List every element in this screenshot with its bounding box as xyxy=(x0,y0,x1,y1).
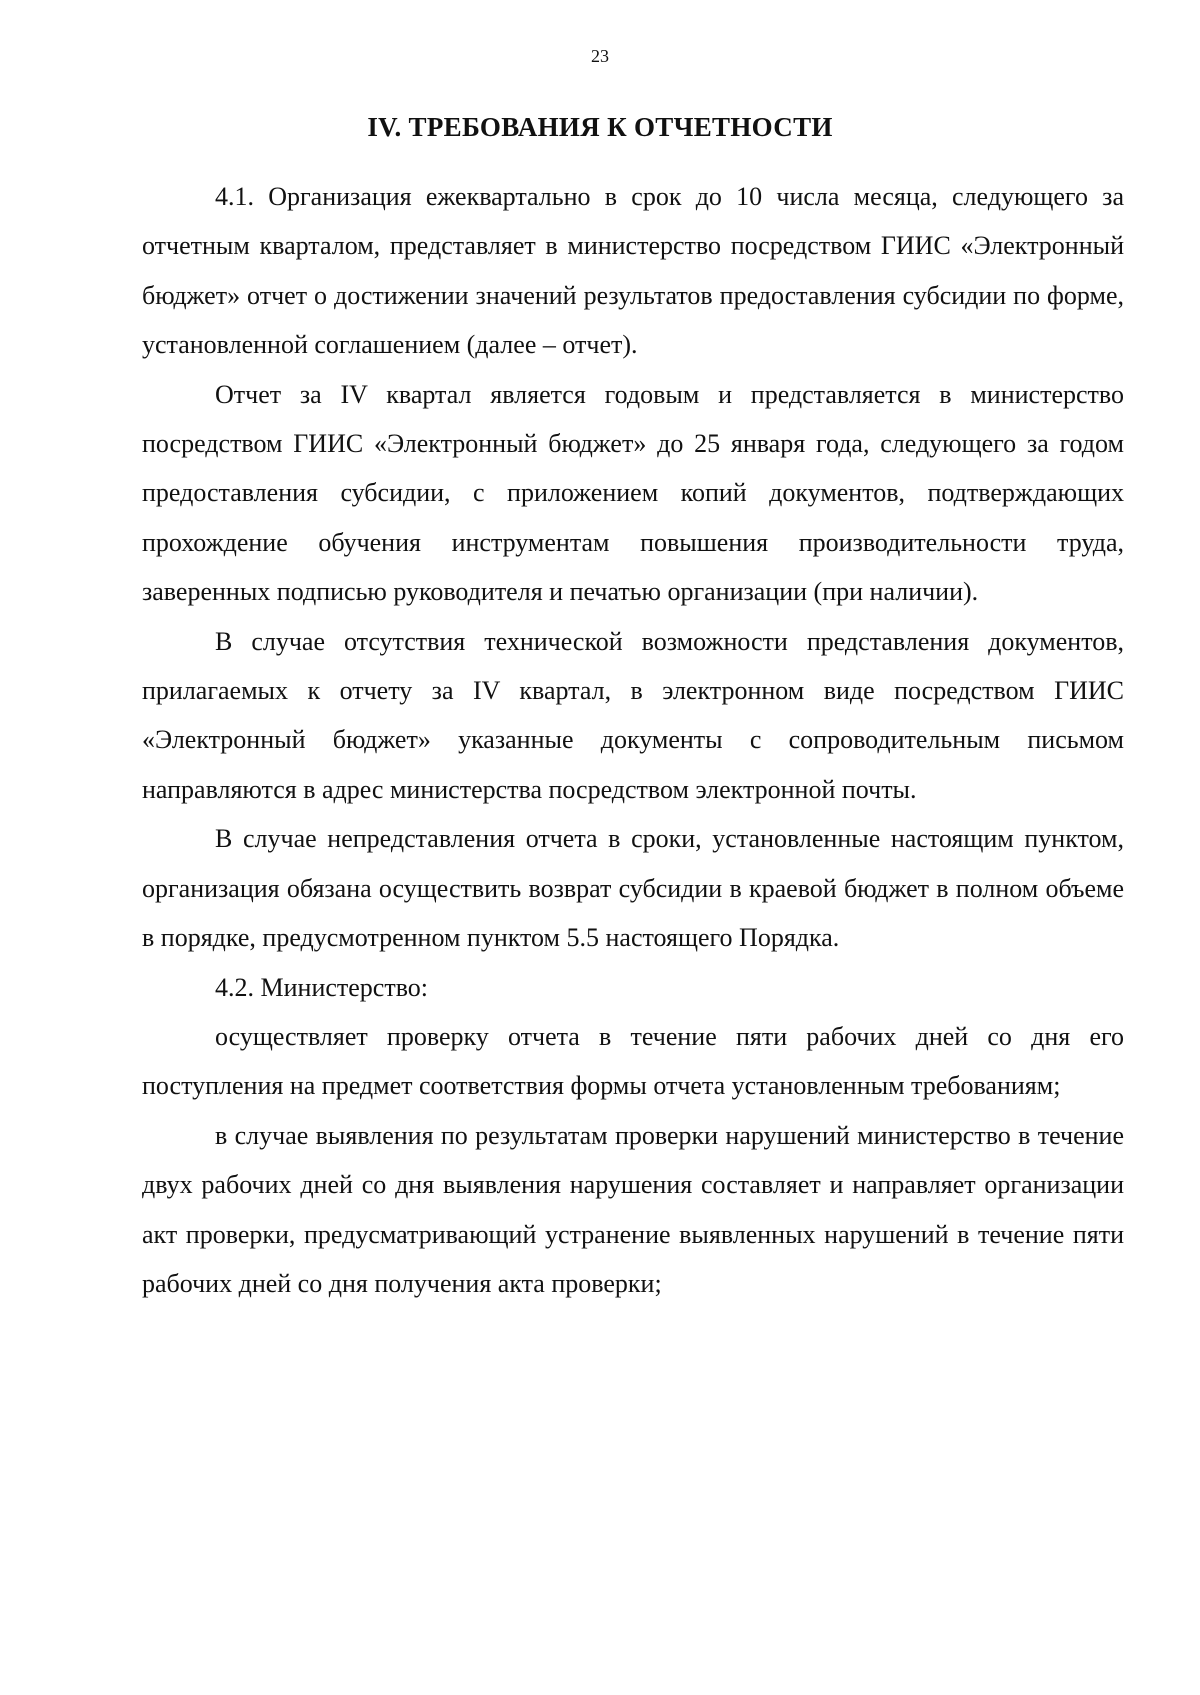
paragraph-annual-report: Отчет за IV квартал является годовым и представляется в министерство посредством ГИИС «Электронный бюджет» до 25 января года, следующего за годом предоставления субсидии, с приложением копий документов, подтверждающих прохождение обучения инструментам повышения производительности труда, заверенных подписью руководителя и печатью организации (при наличии). xyxy=(142,379,1124,607)
body-text xyxy=(142,172,1124,1308)
paragraph-4-2: 4.2. Министерство: xyxy=(215,972,429,1002)
paragraph-4-1: 4.1. Организация ежеквартально в срок до 10 числа месяца, следующего за отчетным кварталом, представляет в министерство посредством ГИИС «Электронный бюджет» отчет о достижении значений результатов предоставления субсидии по форме, установленной соглашением (далее – отчет). xyxy=(142,182,1124,360)
paragraph-non-submission: В случае непредставления отчета в сроки, установленные настоящим пунктом, организация обязана осуществить возврат субсидии в краевой бюджет в полном объеме в порядке, предусмотренном пунктом 5.5 настоящего Порядка. xyxy=(142,824,1124,953)
page-number: 23 xyxy=(591,46,609,66)
section-heading: IV. ТРЕБОВАНИЯ К ОТЧЕТНОСТИ xyxy=(367,112,833,142)
paragraph-checks-report: осуществляет проверку отчета в течение пяти рабочих дней со дня его поступления на предмет соответствия формы отчета установленным требованиям; xyxy=(142,1021,1124,1101)
paragraph-no-technical-possibility: В случае отсутствия технической возможности представления документов, прилагаемых к отчету за IV квартал, в электронном виде посредством ГИИС «Электронный бюджет» указанные документы с сопроводительным письмом направляются в адрес министерства посредством электронной почты. xyxy=(142,626,1124,804)
paragraph-violations: в случае выявления по результатам проверки нарушений министерство в течение двух рабочих дней со дня выявления нарушения составляет и направляет организации акт проверки, предусматривающий устранение выявленных нарушений в течение пяти рабочих дней со дня получения акта проверки; xyxy=(142,1120,1124,1298)
